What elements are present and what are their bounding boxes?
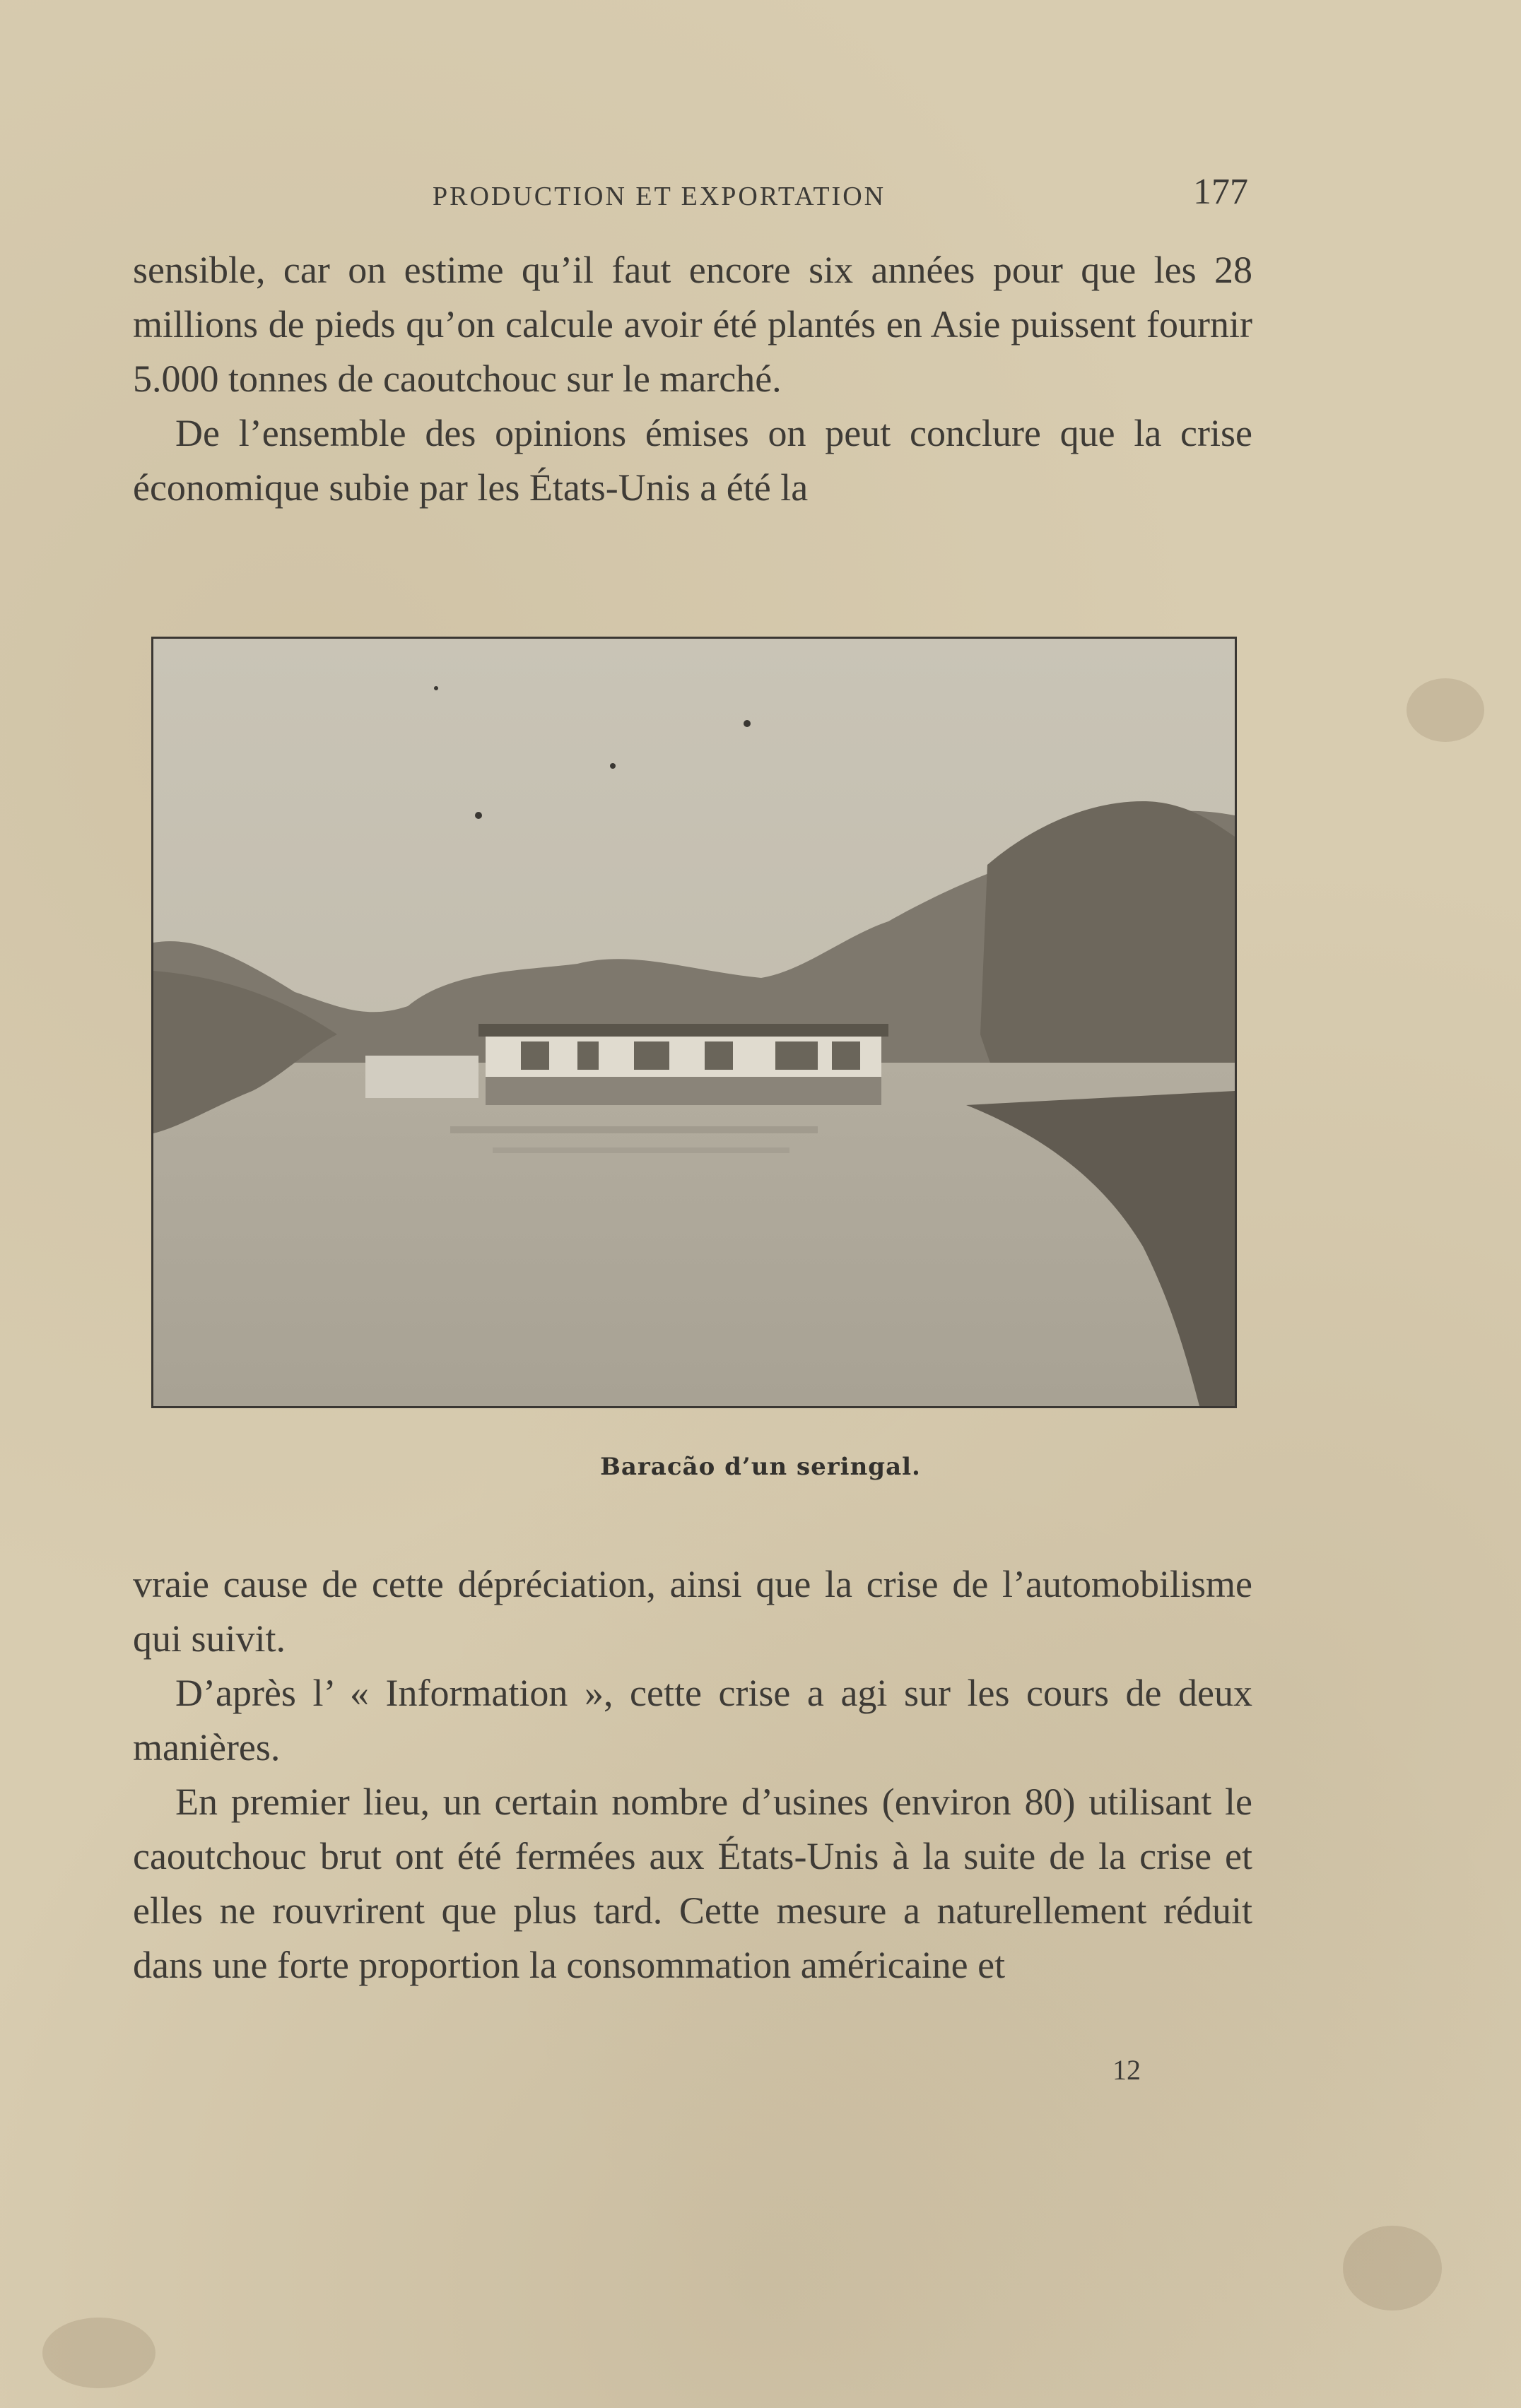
paper-stain bbox=[1407, 678, 1484, 742]
text-block-top bbox=[133, 243, 1252, 515]
running-title: PRODUCTION ET EXPORTATION bbox=[433, 182, 886, 211]
photograph-drawing bbox=[153, 639, 1235, 1406]
paragraph: De l’ensemble des opinions émises on peut conclure que la crise économique subie par les États-Unis a été la bbox=[133, 412, 1252, 509]
paragraph: sensible, car on estime qu’il faut encore six années pour que les 28 millions de pieds qu’on calcule avoir été plantés en Asie puissent fournir 5.000 tonnes de caoutchouc sur le marché. bbox=[133, 249, 1252, 400]
figure-caption: Baracão d’un seringal. bbox=[600, 1453, 921, 1481]
photograph bbox=[151, 637, 1237, 1408]
paragraph: En premier lieu, un certain nombre d’usines (environ 80) utilisant le caoutchouc brut ont été fermées aux États-Unis à la suite de la crise et elles ne rouvrirent que plus tard. Cette mesure a naturellement réduit dans une forte proportion la consommation américaine et bbox=[133, 1781, 1252, 1986]
text-block-bottom bbox=[133, 1557, 1252, 1993]
page-number: 177 bbox=[1193, 172, 1248, 212]
paragraph: vraie cause de cette dépréciation, ainsi que la crise de l’automobilisme qui suivit. bbox=[133, 1563, 1252, 1660]
paragraph: D’après l’ « Information », cette crise a agi sur les cours de deux manières. bbox=[133, 1672, 1252, 1769]
paper-stain bbox=[42, 2318, 155, 2388]
paper-stain bbox=[1343, 2226, 1442, 2310]
signature-number: 12 bbox=[1112, 2054, 1141, 2086]
